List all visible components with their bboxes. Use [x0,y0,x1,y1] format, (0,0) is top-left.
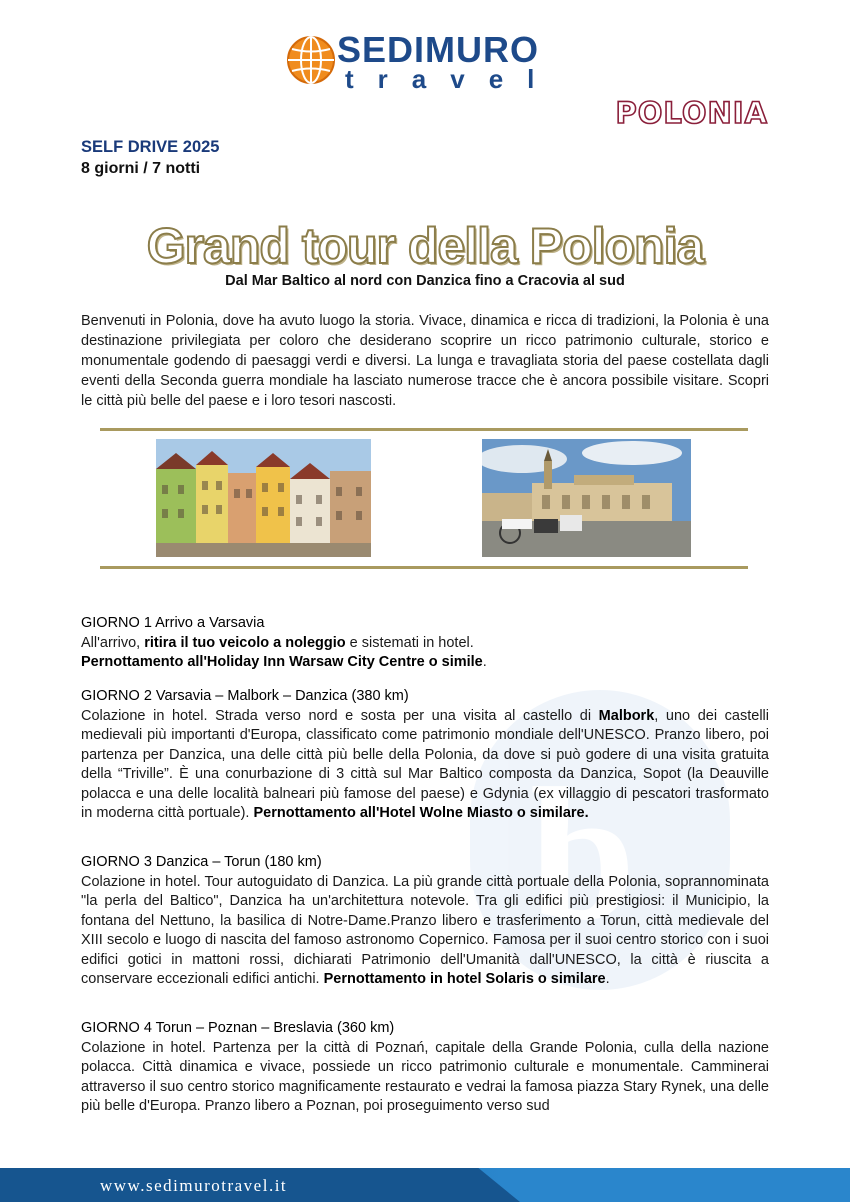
day-3-body [81,873,769,990]
day-1-title: GIORNO 1 Arrivo a Varsavia [81,615,265,631]
bottom-divider [100,566,748,569]
day-1-hotel: Pernottamento all'Holiday Inn Warsaw City Centre o simile [81,654,483,670]
package-label: SELF DRIVE 2025 [81,138,220,156]
day-2-text-2: , uno dei castelli medievali più importanti d'Europa, classificato come patrimonio mondiale dell'UNESCO. Pranzo libero, poi partenza per Danzica, una delle città più belle della Polonia, da dove si può godere di una visita gratuita della “Triville”. È una conurbazione di 3 città sul Mar Baltico composta da Danzica, Sopot (la Deauville polacca e una delle località balneari più famose del paese) e Gdynia (ex villaggio di pescatori trasformato in moderna città portuale). [81,707,769,821]
day-1-text: All'arrivo, [81,634,145,651]
package-duration: 8 giorni / 7 notti [81,160,201,177]
day-2-hotel: Pernottamento all'Hotel Wolne Miasto o similare. [253,805,589,821]
day-3-text-2: . [605,971,610,987]
krakow-square-photo [482,439,691,557]
day-3-text: Colazione in hotel. Tour autoguidato di Danzica. La più grande città portuale della Polonia, soprannominata "la perla del Baltico", Danzica ha un'architettura notevole. Tra gli edifici più prestigiosi: il Municipio, la fontana del Nettuno, la basilica di Notre-Dame.Pranzo libero e trasferimento a Torun, città medievale del XIII secolo e luogo di nascita del famoso astronomo Copernico. Famosa per il suoi centro storico con i suoi edifici gotici in mattoni rossi, dichiarati Patrimonio dell'Umanità dall'UNESCO, la città è riuscita a conservare eccezionali edifici antichi. [81,873,769,987]
footer-website-link[interactable]: www.sedimurotravel.it [100,1176,288,1195]
company-logo[interactable] [285,29,585,94]
day-4-body: Colazione in hotel. Partenza per la città di Poznań, capitale della Grande Polonia, culla della nazione polacca. Città dinamica e vivace, possiede un ricco patrimonio culturale e monumentale. Camminerai attraverso il suo centro storico magnificamente restaurato e vedrai la famosa piazza Stary Rynek, una delle più belle d'Europa. Pranzo libero a Poznan, poi proseguimento verso sud [81,1039,769,1114]
page-subtitle: Dal Mar Baltico al nord con Danzica fino a Cracovia al sud [225,273,625,289]
country-heading: POLONIA [615,96,768,130]
day-2-title: GIORNO 2 Varsavia – Malbork – Danzica (380 km) [81,688,409,704]
day-2-text: Colazione in hotel. Strada verso nord e sosta per una visita al castello di [81,707,599,724]
day-1 [81,614,769,673]
day-3-hotel: Pernottamento in hotel Solaris o similare [323,971,606,987]
watermark-letter-icon: b [530,750,636,960]
intro-paragraph: Benvenuti in Polonia, dove ha avuto luogo la storia. Vivace, dinamica e ricca di tradizioni, la Polonia è una destinazione privilegiata per coloro che desiderano scoprire un ricco patrimonio culturale, storico e monumentale godendo di paesaggi verdi e diversi. La lunga e travagliata storia del paese costellata dagli eventi della Seconda guerra mondiale ha lasciato numerose tracce che è ancora possibile visitare. Scopri le città più belle del paese e i loro tesori nascosti. [81,313,769,409]
day-1-text-3: . [482,654,487,670]
day-3-title: GIORNO 3 Danzica – Torun (180 km) [81,854,322,870]
page-title: Grand tour della Polonia [146,218,704,274]
logo-main-text: SEDIMURO [337,29,540,70]
day-1-text-2: e sistemati in hotel. [345,634,474,651]
day-2-body [81,707,769,824]
day-1-highlight: ritira il tuo veicolo a noleggio [144,634,346,651]
day-1-body [81,634,769,673]
top-divider [100,428,748,431]
day-4 [81,1019,769,1117]
day-3 [81,853,769,990]
day-2-highlight: Malbork [598,707,655,724]
warsaw-old-town-photo [156,439,371,557]
day-2 [81,687,769,824]
logo-sub-text: travel [345,64,559,94]
globe-icon [285,34,337,86]
day-4-title: GIORNO 4 Torun – Poznan – Breslavia (360 km) [81,1020,395,1036]
